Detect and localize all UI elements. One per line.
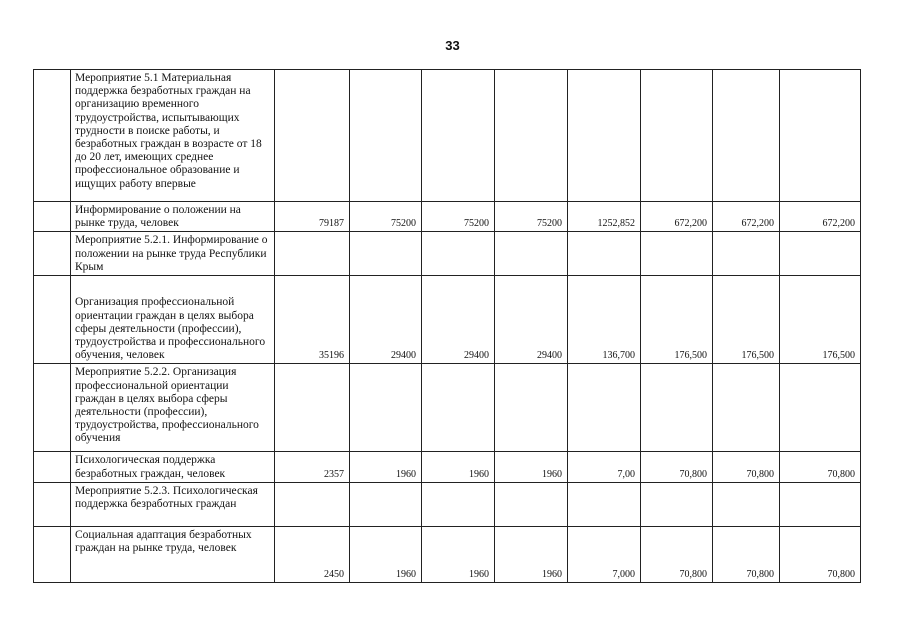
value-cell	[780, 232, 861, 276]
value-cell	[495, 232, 568, 276]
indicator-name-cell: Социальная адаптация безработных граждан на рынке труда, человек	[71, 526, 275, 582]
value-cell	[568, 70, 641, 202]
value-cell	[568, 364, 641, 452]
row-number-cell	[34, 526, 71, 582]
value-cell	[713, 482, 780, 526]
value-cell	[275, 232, 350, 276]
value-cell: 1960	[422, 526, 495, 582]
value-cell: 1960	[422, 452, 495, 482]
value-cell: 2450	[275, 526, 350, 582]
value-cell: 70,800	[641, 452, 713, 482]
page-number: 33	[445, 38, 460, 53]
value-cell	[568, 232, 641, 276]
value-cell	[641, 232, 713, 276]
value-cell	[275, 364, 350, 452]
value-cell: 672,200	[641, 202, 713, 232]
value-cell: 1960	[495, 526, 568, 582]
indicator-name-cell: Мероприятие 5.2.3. Психологическая поддержка безработных граждан	[71, 482, 275, 526]
value-cell: 672,200	[780, 202, 861, 232]
table-row	[34, 202, 861, 232]
value-cell	[713, 232, 780, 276]
value-cell	[713, 364, 780, 452]
value-cell: 1960	[495, 452, 568, 482]
value-cell	[422, 364, 495, 452]
value-cell	[422, 232, 495, 276]
value-cell: 70,800	[713, 452, 780, 482]
indicators-table	[33, 69, 861, 583]
value-cell	[780, 364, 861, 452]
indicator-name-cell: Мероприятие 5.2.2. Организация профессиональной ориентации граждан в целях выбора сферы деятельности (профессии), трудоустройства, профессионального обучения	[71, 364, 275, 452]
value-cell	[641, 70, 713, 202]
table-row	[34, 276, 861, 364]
row-number-cell	[34, 232, 71, 276]
value-cell: 75200	[495, 202, 568, 232]
value-cell	[275, 70, 350, 202]
value-cell	[350, 232, 422, 276]
row-number-cell	[34, 482, 71, 526]
table-row	[34, 364, 861, 452]
value-cell: 70,800	[780, 526, 861, 582]
value-cell: 7,00	[568, 452, 641, 482]
value-cell	[568, 482, 641, 526]
value-cell: 176,500	[713, 276, 780, 364]
value-cell	[422, 482, 495, 526]
value-cell	[495, 482, 568, 526]
value-cell: 1252,852	[568, 202, 641, 232]
value-cell: 7,000	[568, 526, 641, 582]
value-cell	[641, 482, 713, 526]
value-cell: 29400	[422, 276, 495, 364]
value-cell: 2357	[275, 452, 350, 482]
value-cell	[641, 364, 713, 452]
indicator-name-cell: Мероприятие 5.2.1. Информирование о положении на рынке труда Республики Крым	[71, 232, 275, 276]
row-number-cell	[34, 276, 71, 364]
value-cell	[350, 70, 422, 202]
value-cell: 75200	[350, 202, 422, 232]
value-cell: 1960	[350, 452, 422, 482]
value-cell: 79187	[275, 202, 350, 232]
value-cell	[495, 70, 568, 202]
value-cell: 176,500	[641, 276, 713, 364]
row-number-cell	[34, 70, 71, 202]
value-cell: 35196	[275, 276, 350, 364]
value-cell: 136,700	[568, 276, 641, 364]
table-row	[34, 526, 861, 582]
indicator-name-cell: Мероприятие 5.1 Материальная поддержка безработных граждан на организацию временного трудоустройства, испытывающих трудности в поиске работы, и безработных граждан в возрасте от 18 до 20 лет, имеющих среднее профессиональное образование и ищущих работу впервые	[71, 70, 275, 202]
value-cell: 75200	[422, 202, 495, 232]
value-cell	[350, 482, 422, 526]
table-row	[34, 232, 861, 276]
value-cell: 176,500	[780, 276, 861, 364]
value-cell	[275, 482, 350, 526]
value-cell	[422, 70, 495, 202]
indicator-name-cell: Организация профессиональной ориентации граждан в целях выбора сферы деятельности (профессии), трудоустройства и профессионального обучения, человек	[71, 276, 275, 364]
value-cell: 70,800	[713, 526, 780, 582]
value-cell: 672,200	[713, 202, 780, 232]
value-cell: 29400	[350, 276, 422, 364]
table-row	[34, 452, 861, 482]
indicator-name-cell: Информирование о положении на рынке труда, человек	[71, 202, 275, 232]
value-cell	[780, 70, 861, 202]
table-row	[34, 482, 861, 526]
row-number-cell	[34, 364, 71, 452]
value-cell	[780, 482, 861, 526]
value-cell: 29400	[495, 276, 568, 364]
row-number-cell	[34, 202, 71, 232]
value-cell	[350, 364, 422, 452]
value-cell	[713, 70, 780, 202]
table-row	[34, 70, 861, 202]
row-number-cell	[34, 452, 71, 482]
value-cell: 70,800	[780, 452, 861, 482]
value-cell: 1960	[350, 526, 422, 582]
value-cell: 70,800	[641, 526, 713, 582]
indicator-name-cell: Психологическая поддержка безработных граждан, человек	[71, 452, 275, 482]
value-cell	[495, 364, 568, 452]
